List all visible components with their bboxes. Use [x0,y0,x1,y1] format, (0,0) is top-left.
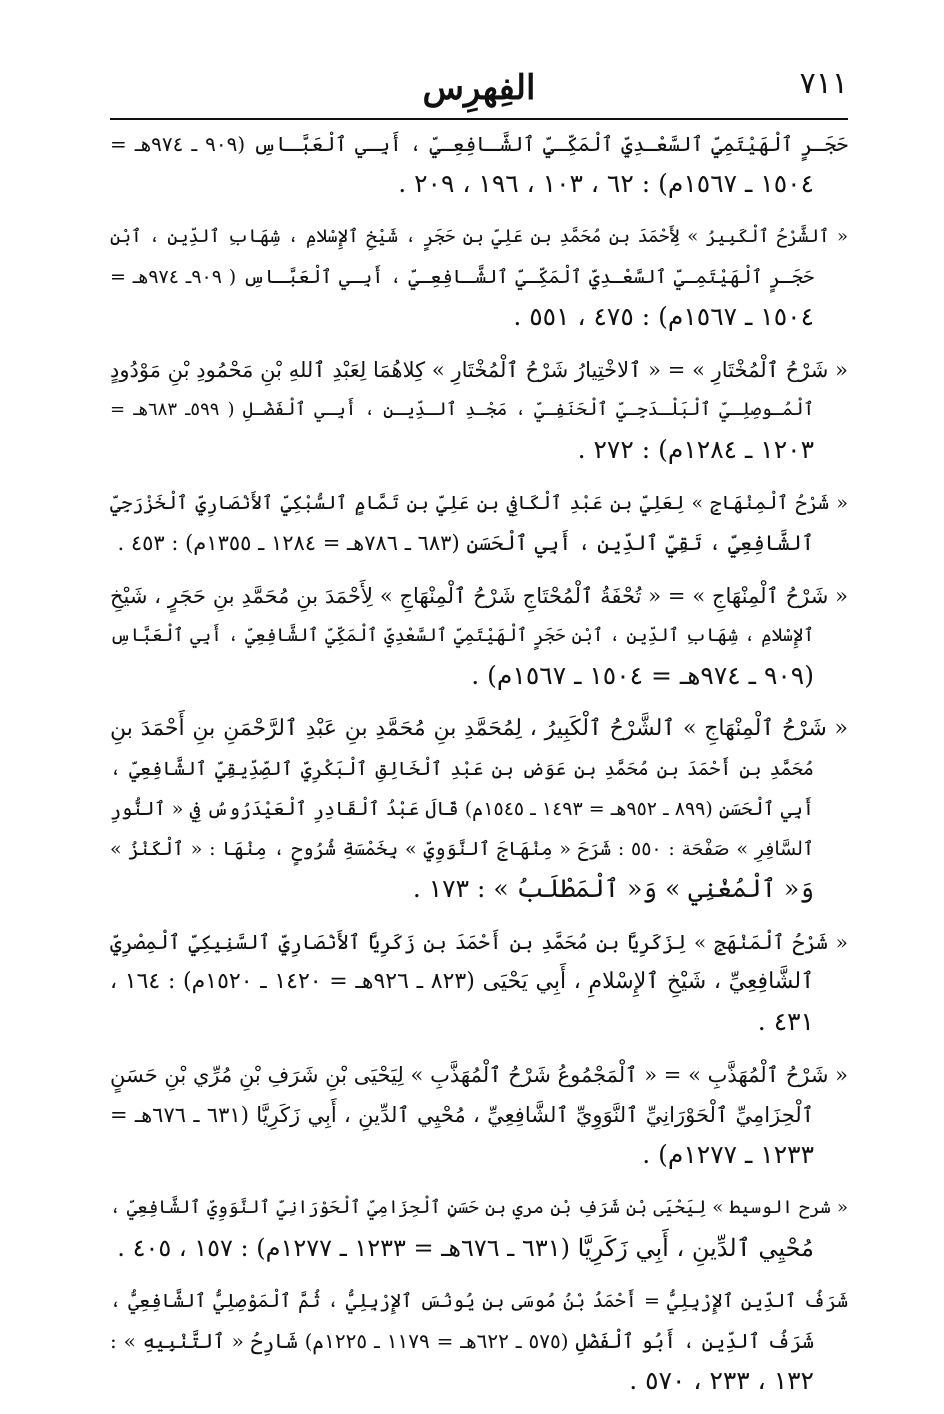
entry-line: ١٣٢ ، ٢٣٣ ، ٥٧٠ . [629,1366,814,1395]
entry-line: ١٢٠٣ ـ ١٢٨٤م) : ٢٧٢ . [577,435,814,464]
index-entry [110,709,848,909]
entry-line: ١٢٣٣ ـ ١٢٧٧م) . [642,1140,814,1169]
entry-line: « شَرْحُ ٱلْمَنْهَجِ » لِزَكَرِيَّا بنِ مُحَمَّدِ بنِ أَحْمَدَ بنِ زَكَرِيَّا ٱلأَنْصَارِيِّ ٱلسَّنِيكِيِّ ٱلْمِصْرِيِّ [110,930,848,954]
page-title: الفِهرِس [422,68,536,108]
index-entry [110,1055,848,1175]
entry-line: شَرَفُ ٱلدِّينِ ٱلإِرْبِلِيُّ = أَحْمَدُ بْنُ مُوسَى بنِ يُونُسَ ٱلإِرْبِلِيُّ ، ثُمَّ ٱلْمَوْصِلِيُّ ٱلشَّافِعِيُّ ، [110,1290,848,1312]
entry-line: « شرح الوسيط » لِيَحْيَى بْنِ شَرَفِ بْنِ مري بن حَسَنٍ ٱلْحِزَامِيِّ ٱلْحَوْرَانِيِّ ٱلنَّوَوِيِّ ٱلشَّافِعِيِّ ، [110,1197,848,1218]
entry-line: مُحَمَّدِ بنِ أَحْمَدَ بنِ مُحَمَّدِ بنِ عَوَضِ بنِ عَبْدِ ٱلْخَالِقِ ٱلْبَكْرِيِّ ٱلصِّدِّيقِيِّ ٱلشَّافِعِيِّ ، [110,758,814,780]
index-entry [110,1188,848,1268]
entry-line: ٱلإِسْلامِ ، شِهَابِ ٱلدِّينِ ، ٱبْنِ حَجَرٍ ٱلْهَيْتَمِيِّ ٱلسَّعْدِيِّ ٱلْمَكِّيِّ ٱلشَّافِعِيِّ ، أَبِي ٱلْعَبَّاسِ [110,625,814,646]
page-number: ٧١١ [799,66,848,101]
index-entry [110,124,848,204]
entry-line: ٱلشَّافِعِيِّ ، تَقِيِّ ٱلدِّينِ ، أَبِي ٱلْحَسَنِ (٦٨٣ ـ ٧٨٦هـ = ١٢٨٤ ـ ١٣٥٥م) : ٤٥٣ . [117,531,814,555]
index-entry [110,217,848,337]
entry-line: « شَرْحُ ٱلْمِنْهَاجِ » لِعَلِيِّ بنِ عَبْدِ ٱلْكَافِي بنِ عَلِيِّ بنِ تَمَّامٍ ٱلسُّبْكِيِّ ٱلأَنْصَارِيِّ ٱلْخَزْرَجِيِّ [110,492,848,514]
entry-line: وَ« ٱلْمُغْنِي » وَ« ٱلْمَطْلَبُ » : ١٧٣ . [412,874,814,903]
entry-line: ٤٣١ . [757,1007,814,1036]
entry-line: مُحْيِي ٱلدِّينِ ، أَبِي زَكَرِيَّا (٦٣١ ـ ٦٧٦هـ = ١٢٣٣ ـ ١٢٧٧م) : ١٥٧ ، ٤٠٥ . [117,1234,814,1262]
index-entry [110,483,848,563]
entry-line: أَبِي ٱلْحَسَنِ (٨٩٩ ـ ٩٥٢هـ = ١٤٩٣ ـ ١٥٤٥م) قَالَ عَبْدُ ٱلْقَادِرِ ٱلْعَيْدَرُوسُ فِي « ٱلنُّورِ [110,798,814,820]
index-entries [110,124,848,1414]
header-divider [110,118,848,120]
entry-line: (٩٠٩ ـ ٩٧٤هـ = ١٥٠٤ ـ ١٥٦٧م) . [471,661,814,690]
entry-line: ٱلسَّافِرِ » صَفْحَة : ٥٥٠ : شَرَحَ « مِنْهَاجَ ٱلنَّوَوِيِّ » بِخَمْسَةِ شُرُوحٍ ، مِنْهَا : « ٱلْكَنْزُ » [110,838,814,860]
entry-line: ٱلشَّافِعِيِّ ، شَيْخِ ٱلإِسْلامِ ، أَبِي يَحْيَى (٨٢٣ ـ ٩٢٦هـ = ١٤٢٠ ـ ١٥٢٠م) : ١٦٤ ، [110,969,814,994]
index-entry [110,350,848,470]
index-entry [110,922,848,1042]
entry-line: « شَرْحُ ٱلْمِنْهَاجِ » = « تُحْفَةُ ٱلْمُحْتَاجِ شَرْحُ ٱلْمِنْهَاجِ » لِأَحْمَدَ بنِ مُحَمَّدِ بنِ حَجَرٍ ، شَيْخِ [110,584,848,608]
index-entry [110,1281,848,1401]
entry-line: « شَرْحُ ٱلْمُخْتَارِ » = « ٱلاخْتِيارُ شَرْحُ ٱلْمُخْتَارِ » كِلاهُمَا لِعَبْدِ ٱللهِ بْنِ مَحْمُودِ بْنِ مَوْدُودٍ [110,358,848,382]
entry-line: « شَرْحُ ٱلْمُهَذَّبِ » = « ٱلْمَجْمُوعُ شَرْحُ ٱلْمُهَذَّبِ » لِيَحْيَى بْنِ شَرَفِ بْنِ مُرِّي بْنِ حَسَنٍ [110,1063,848,1087]
entry-line: ١٥٠٤ ـ ١٥٦٧م) : ٤٧٥ ، ٥٥١ . [513,302,814,331]
entry-line: ٱلْمُـوصِلِـيِّ ٱلْبَلْـدَجِـيِّ ٱلْحَنَفِـيِّ ، مَجْـدِ ٱلـدِّيـنِ ، أَبِـي ٱلْفَضْـلِ ( ٥٩٩ـ ٦٨٣هـ = [110,399,814,420]
entry-line: « ٱلشَّرْحُ ٱلْكَبِيرُ » لِأَحْمَدَ بنِ مُحَمَّدِ بنِ عَلِيِّ بنِ حَجَرٍ ، شَيْخِ ٱلإِسْلامِ ، شِهَابِ ٱلدِّينِ ، ٱبْنِ [110,226,848,247]
index-entry [110,576,848,696]
entry-line: « شَرْحُ ٱلْمِنْهَاجِ » ٱلشَّرْحُ ٱلْكَبِيرُ ، لِمُحَمَّدِ بنِ مُحَمَّدِ بنِ عَبْدِ ٱلرَّحْمَنِ بنِ أَحْمَدَ بنِ [110,716,848,741]
entry-line: ١٥٠٤ ـ ١٥٦٧م) : ٦٢ ، ١٠٣ ، ١٩٦ ، ٢٠٩ . [398,169,814,198]
entry-line: حَجَـرٍ ٱلْهَيْتَمِيِّ ٱلسَّعْـدِيِّ ٱلْمَكِّـيِّ ٱلشَّـافِعِـيِّ ، أَبِـي ٱلْعَبَّـاسِ (٩٠٩ ـ ٩٧٤هـ = [110,132,848,156]
entry-line: شَرَفُ ٱلدِّينِ ، أَبُو ٱلْفَضْلِ (٥٧٥ ـ ٦٢٢هـ = ١١٧٩ ـ ١٢٢٥م) شَارِحُ « ٱلتَّنْبِيهِ » : [110,1329,814,1353]
entry-line: ٱلْحِزَامِيِّ ٱلْحَوْرَانِيِّ ٱلنَّوَوِيِّ ٱلشَّافِعِيِّ ، مُحْيِي ٱلدِّينِ ، أَبِي زَكَرِيَّا (٦٣١ ـ ٦٧٦هـ = [110,1103,814,1127]
page-header [110,62,848,114]
entry-line: حَجَـرٍ ٱلْهَيْتَمِـيِّ ٱلسَّعْـدِيِّ ٱلْمَكِّـيِّ ٱلشَّـافِعِـيِّ ، أَبِـي ٱلْعَبَّـاسِ ( ٩٠٩ـ ٩٧٤هـ = [110,266,814,288]
